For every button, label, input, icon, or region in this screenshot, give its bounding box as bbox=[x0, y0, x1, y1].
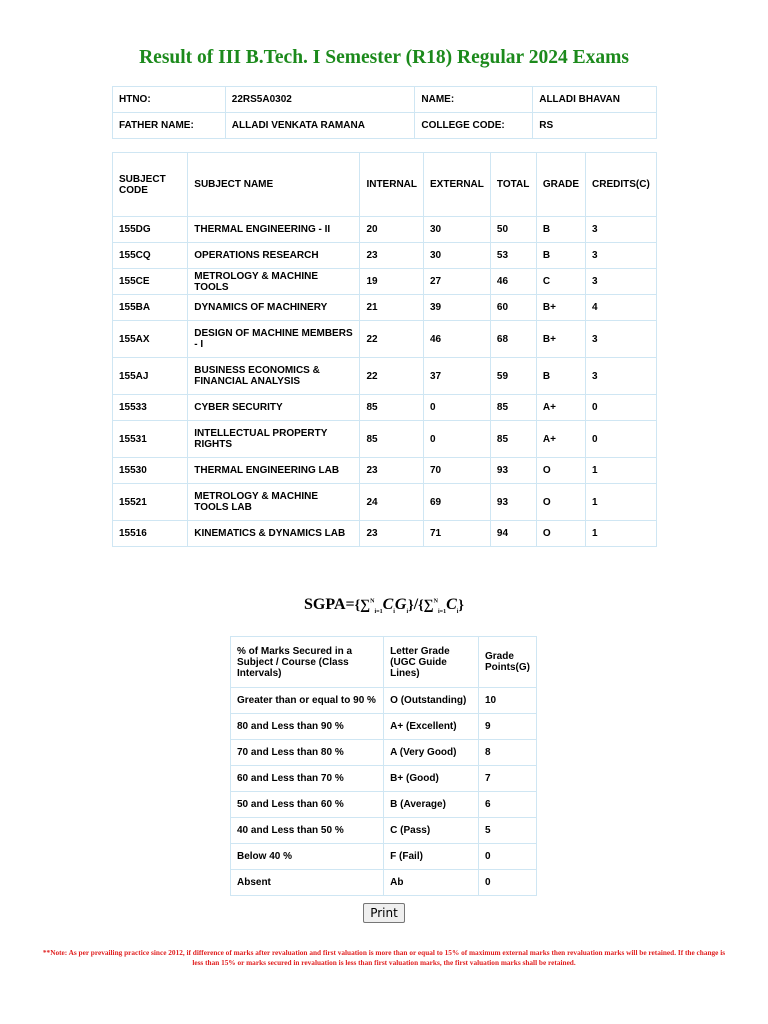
college-code-value: RS bbox=[533, 113, 657, 139]
letter-grade: B (Average) bbox=[384, 792, 479, 818]
marks-range: Below 40 % bbox=[231, 844, 384, 870]
credits: 3 bbox=[586, 321, 657, 358]
credits: 0 bbox=[586, 421, 657, 458]
letter-grade: A (Very Good) bbox=[384, 740, 479, 766]
internal-marks: 22 bbox=[360, 321, 424, 358]
student-info-row bbox=[113, 87, 657, 113]
subject-code: 15533 bbox=[113, 395, 188, 421]
sgpa-sup-1: N bbox=[370, 598, 375, 605]
page-title: Result of III B.Tech. I Semester (R18) Regular 2024 Exams bbox=[139, 47, 629, 68]
total-marks: 93 bbox=[490, 484, 536, 521]
subject-code: 15530 bbox=[113, 458, 188, 484]
credits: 3 bbox=[586, 269, 657, 295]
header-letter-grade: Letter Grade (UGC Guide Lines) bbox=[384, 637, 479, 688]
grade: O bbox=[536, 521, 585, 547]
marks-row bbox=[113, 458, 657, 484]
external-marks: 39 bbox=[424, 295, 491, 321]
header-external: EXTERNAL bbox=[424, 153, 491, 217]
external-marks: 30 bbox=[424, 217, 491, 243]
internal-marks: 24 bbox=[360, 484, 424, 521]
grade-points: 10 bbox=[478, 688, 536, 714]
total-marks: 94 bbox=[490, 521, 536, 547]
marks-row bbox=[113, 295, 657, 321]
marks-range: 50 and Less than 60 % bbox=[231, 792, 384, 818]
sgpa-formula: $SGPA=\{\sum^N_{i=1}C_iG_i\}/\{\sum^N_{i=1}C_i\}$ bbox=[304, 596, 464, 616]
grade-row bbox=[231, 766, 537, 792]
marks-range: 70 and Less than 80 % bbox=[231, 740, 384, 766]
internal-marks: 21 bbox=[360, 295, 424, 321]
header-credits: CREDITS(C) bbox=[586, 153, 657, 217]
grade: A+ bbox=[536, 421, 585, 458]
external-marks: 30 bbox=[424, 243, 491, 269]
credits: 0 bbox=[586, 395, 657, 421]
grade-header-row bbox=[231, 637, 537, 688]
total-marks: 53 bbox=[490, 243, 536, 269]
marks-header-row bbox=[113, 153, 657, 217]
external-marks: 27 bbox=[424, 269, 491, 295]
external-marks: 69 bbox=[424, 484, 491, 521]
letter-grade: B+ (Good) bbox=[384, 766, 479, 792]
grade: B+ bbox=[536, 295, 585, 321]
header-subject-code: SUBJECT CODE bbox=[113, 153, 188, 217]
subject-name: DYNAMICS OF MACHINERY bbox=[188, 295, 360, 321]
student-info-row bbox=[113, 113, 657, 139]
internal-marks: 23 bbox=[360, 243, 424, 269]
total-marks: 85 bbox=[490, 421, 536, 458]
internal-marks: 85 bbox=[360, 421, 424, 458]
grade-row bbox=[231, 818, 537, 844]
marks-row bbox=[113, 521, 657, 547]
marks-row bbox=[113, 269, 657, 295]
subject-name: KINEMATICS & DYNAMICS LAB bbox=[188, 521, 360, 547]
subject-code: 15521 bbox=[113, 484, 188, 521]
letter-grade: O (Outstanding) bbox=[384, 688, 479, 714]
grade-points: 5 bbox=[478, 818, 536, 844]
credits: 1 bbox=[586, 484, 657, 521]
subject-name: CYBER SECURITY bbox=[188, 395, 360, 421]
grade-points: 8 bbox=[478, 740, 536, 766]
sgpa-term-c-sub: i bbox=[393, 609, 395, 616]
header-internal: INTERNAL bbox=[360, 153, 424, 217]
revaluation-note: **Note: As per prevailing practice since 2012, if difference of marks after revaluation and first valuation is more than or equal to 15% of maximum external marks then revaluation marks will be retained. If the change is less than 15% or marks secured in revaluation is less than first valuation marks, the first valuation marks shall be retained. bbox=[42, 948, 726, 967]
grade-row bbox=[231, 714, 537, 740]
father-name-value: ALLADI VENKATA RAMANA bbox=[225, 113, 415, 139]
total-marks: 85 bbox=[490, 395, 536, 421]
grade: C bbox=[536, 269, 585, 295]
grade-row bbox=[231, 792, 537, 818]
subject-code: 155CQ bbox=[113, 243, 188, 269]
header-grade-points: Grade Points(G) bbox=[478, 637, 536, 688]
external-marks: 0 bbox=[424, 395, 491, 421]
subject-name: METROLOGY & MACHINE TOOLS LAB bbox=[188, 484, 360, 521]
subject-code: 155AX bbox=[113, 321, 188, 358]
total-marks: 60 bbox=[490, 295, 536, 321]
marks-range: 60 and Less than 70 % bbox=[231, 766, 384, 792]
internal-marks: 19 bbox=[360, 269, 424, 295]
marks-range: 40 and Less than 50 % bbox=[231, 818, 384, 844]
credits: 3 bbox=[586, 217, 657, 243]
subject-name: METROLOGY & MACHINE TOOLS bbox=[188, 269, 360, 295]
external-marks: 37 bbox=[424, 358, 491, 395]
student-info-table bbox=[112, 86, 657, 139]
grade: B bbox=[536, 358, 585, 395]
internal-marks: 85 bbox=[360, 395, 424, 421]
grade: B+ bbox=[536, 321, 585, 358]
external-marks: 46 bbox=[424, 321, 491, 358]
subject-name: THERMAL ENGINEERING - II bbox=[188, 217, 360, 243]
internal-marks: 23 bbox=[360, 458, 424, 484]
header-total: TOTAL bbox=[490, 153, 536, 217]
name-value: ALLADI BHAVAN bbox=[533, 87, 657, 113]
grade-points: 7 bbox=[478, 766, 536, 792]
subject-code: 155BA bbox=[113, 295, 188, 321]
subject-name: OPERATIONS RESEARCH bbox=[188, 243, 360, 269]
marks-row bbox=[113, 321, 657, 358]
name-label: NAME: bbox=[415, 87, 533, 113]
credits: 3 bbox=[586, 243, 657, 269]
marks-range: Greater than or equal to 90 % bbox=[231, 688, 384, 714]
marks-range: Absent bbox=[231, 870, 384, 896]
grade-row bbox=[231, 740, 537, 766]
sgpa-term-c: C bbox=[382, 596, 394, 613]
grade: B bbox=[536, 243, 585, 269]
subject-name: INTELLECTUAL PROPERTY RIGHTS bbox=[188, 421, 360, 458]
internal-marks: 23 bbox=[360, 521, 424, 547]
grade-points: 0 bbox=[478, 870, 536, 896]
marks-row bbox=[113, 395, 657, 421]
subject-code: 15531 bbox=[113, 421, 188, 458]
subject-name: BUSINESS ECONOMICS & FINANCIAL ANALYSIS bbox=[188, 358, 360, 395]
grade-row bbox=[231, 688, 537, 714]
sgpa-term-c2-sub: i bbox=[456, 609, 459, 616]
subject-code: 15516 bbox=[113, 521, 188, 547]
sgpa-sub-2: i=1 bbox=[437, 609, 447, 616]
sgpa-term-c2: C bbox=[446, 596, 457, 613]
grade: B bbox=[536, 217, 585, 243]
marks-row bbox=[113, 217, 657, 243]
subject-name: DESIGN OF MACHINE MEMBERS - I bbox=[188, 321, 360, 358]
credits: 4 bbox=[586, 295, 657, 321]
marks-row bbox=[113, 243, 657, 269]
grade-row bbox=[231, 844, 537, 870]
college-code-label: COLLEGE CODE: bbox=[415, 113, 533, 139]
htno-value: 22RS5A0302 bbox=[225, 87, 415, 113]
subject-code: 155CE bbox=[113, 269, 188, 295]
marks-table bbox=[112, 152, 657, 547]
marks-row bbox=[113, 358, 657, 395]
header-marks-range: % of Marks Secured in a Subject / Course (Class Intervals) bbox=[231, 637, 384, 688]
credits: 1 bbox=[586, 458, 657, 484]
internal-marks: 22 bbox=[360, 358, 424, 395]
grade-scale-table bbox=[230, 636, 537, 896]
sgpa-term-g-sub: i bbox=[406, 609, 409, 616]
print-button[interactable]: Print bbox=[363, 903, 405, 923]
subject-code: 155DG bbox=[113, 217, 188, 243]
htno-label: HTNO: bbox=[113, 87, 226, 113]
header-subject-name: SUBJECT NAME bbox=[188, 153, 360, 217]
external-marks: 0 bbox=[424, 421, 491, 458]
letter-grade: F (Fail) bbox=[384, 844, 479, 870]
sgpa-sup-2: N bbox=[433, 598, 438, 605]
credits: 1 bbox=[586, 521, 657, 547]
external-marks: 70 bbox=[424, 458, 491, 484]
marks-row bbox=[113, 484, 657, 521]
letter-grade: A+ (Excellent) bbox=[384, 714, 479, 740]
marks-range: 80 and Less than 90 % bbox=[231, 714, 384, 740]
internal-marks: 20 bbox=[360, 217, 424, 243]
external-marks: 71 bbox=[424, 521, 491, 547]
grade: A+ bbox=[536, 395, 585, 421]
credits: 3 bbox=[586, 358, 657, 395]
total-marks: 59 bbox=[490, 358, 536, 395]
total-marks: 50 bbox=[490, 217, 536, 243]
father-name-label: FATHER NAME: bbox=[113, 113, 226, 139]
grade-row bbox=[231, 870, 537, 896]
grade-points: 9 bbox=[478, 714, 536, 740]
subject-code: 155AJ bbox=[113, 358, 188, 395]
grade: O bbox=[536, 484, 585, 521]
total-marks: 93 bbox=[490, 458, 536, 484]
sgpa-sub-1: i=1 bbox=[374, 609, 383, 616]
letter-grade: Ab bbox=[384, 870, 479, 896]
grade: O bbox=[536, 458, 585, 484]
sgpa-divider: / bbox=[413, 596, 419, 613]
grade-points: 0 bbox=[478, 844, 536, 870]
marks-row bbox=[113, 421, 657, 458]
sgpa-label: SGPA= bbox=[304, 596, 355, 613]
grade-points: 6 bbox=[478, 792, 536, 818]
subject-name: THERMAL ENGINEERING LAB bbox=[188, 458, 360, 484]
letter-grade: C (Pass) bbox=[384, 818, 479, 844]
total-marks: 68 bbox=[490, 321, 536, 358]
total-marks: 46 bbox=[490, 269, 536, 295]
sgpa-term-g: G bbox=[394, 596, 407, 613]
header-grade: GRADE bbox=[536, 153, 585, 217]
